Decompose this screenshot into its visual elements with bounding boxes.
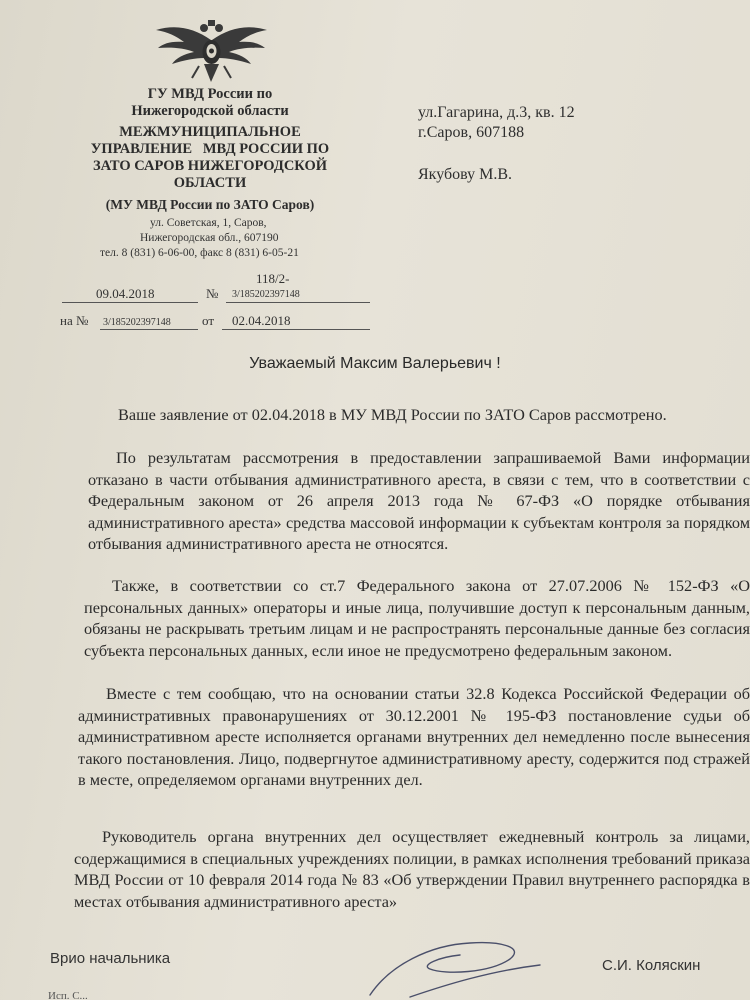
incoming-date-underline xyxy=(222,329,370,330)
sender-line-4: УПРАВЛЕНИЕ МВД РОССИИ ПО xyxy=(90,141,330,157)
outgoing-number: 3/185202397148 xyxy=(232,289,300,300)
recipient-name: Якубову М.В. xyxy=(418,166,513,183)
outgoing-number-prefix: 118/2- xyxy=(256,271,290,286)
sender-address-2: Нижегородская обл., 607190 xyxy=(140,232,279,244)
body-paragraph-3: Также, в соответствии со ст.7 Федерального закона от 27.07.2006 № 152-ФЗ «О персональных данных» операторы и иные лица, получившие доступ к персональным данным, обязаны не раскрывать третьим лицам и не распространять персональные данные без согласия субъекта персональных данных, если иное не предусмотрено федеральным законом. xyxy=(84,576,750,660)
sender-line-1: ГУ МВД России по xyxy=(147,86,273,102)
body-paragraph-4: Вместе с тем сообщаю, что на основании статьи 32.8 Кодекса Российской Федерации об административных правонарушениях от 30.12.2001 № 195-ФЗ постановление судьи об административном аресте исполняется органами внутренних дел немедленно после вынесения такого постановления. Лицо, подвергнутое административному аресту, содержится под стражей в месте, определяемом органами внутренних дел. xyxy=(78,684,750,789)
outgoing-date: 09.04.2018 xyxy=(96,286,155,301)
date-underline xyxy=(62,302,198,303)
body-paragraph-5: Руководитель органа внутренних дел осуществляет ежедневный контроль за лицами, содержащимися в специальных учреждениях полиции, в рамках исполнения требований приказа МВД России от 10 февраля 2014 года № 83 «Об утверждении Правил внутреннего распорядка в местах отбывания административного ареста» xyxy=(74,827,750,911)
body-paragraph-1: Ваше заявление от 02.04.2018 в МУ МВД России по ЗАТО Саров рассмотрено. xyxy=(118,405,667,424)
incoming-date-label: от xyxy=(202,313,215,328)
sender-line-2: Нижегородской области xyxy=(131,103,289,119)
sender-line-5: ЗАТО САРОВ НИЖЕГОРОДСКОЙ xyxy=(93,158,327,174)
salutation: Уважаемый Максим Валерьевич ! xyxy=(249,355,501,372)
incoming-number-underline xyxy=(100,329,198,330)
sender-line-7: (МУ МВД России по ЗАТО Саров) xyxy=(105,197,315,212)
sender-address-1: ул. Советская, 1, Саров, xyxy=(150,217,267,229)
mvd-emblem-icon xyxy=(154,18,269,84)
recipient-city: г.Саров, 607188 xyxy=(418,124,525,141)
incoming-date: 02.04.2018 xyxy=(232,313,291,328)
sender-line-6: ОБЛАСТИ xyxy=(173,175,247,191)
handwritten-signature xyxy=(350,925,580,1000)
incoming-number-label: на № xyxy=(60,313,89,328)
body-paragraph-2: По результатам рассмотрения в предоставлении запрашиваемой Вами информации отказано в части отбывания административного ареста, в связи с тем, что в соответствии с Федеральным законом от 26 апреля 2013 года № 67-ФЗ «О порядке отбывания административного ареста» средства массовой информации к субъектам контроля за порядком отбывания административного ареста не относятся. xyxy=(88,448,750,553)
number-underline xyxy=(226,302,370,303)
outgoing-number-label: № xyxy=(206,286,219,301)
signatory-title: Врио начальника xyxy=(50,950,171,967)
incoming-number: 3/185202397148 xyxy=(103,317,171,328)
executor-note: Исп. С... xyxy=(48,990,88,1000)
signatory-name: С.И. Коляскин xyxy=(602,957,701,974)
sender-phones: тел. 8 (831) 6-06-00, факс 8 (831) 6-05-21 xyxy=(100,247,299,259)
recipient-street: ул.Гагарина, д.3, кв. 12 xyxy=(418,104,575,121)
sender-line-3: МЕЖМУНИЦИПАЛЬНОЕ xyxy=(119,124,301,140)
